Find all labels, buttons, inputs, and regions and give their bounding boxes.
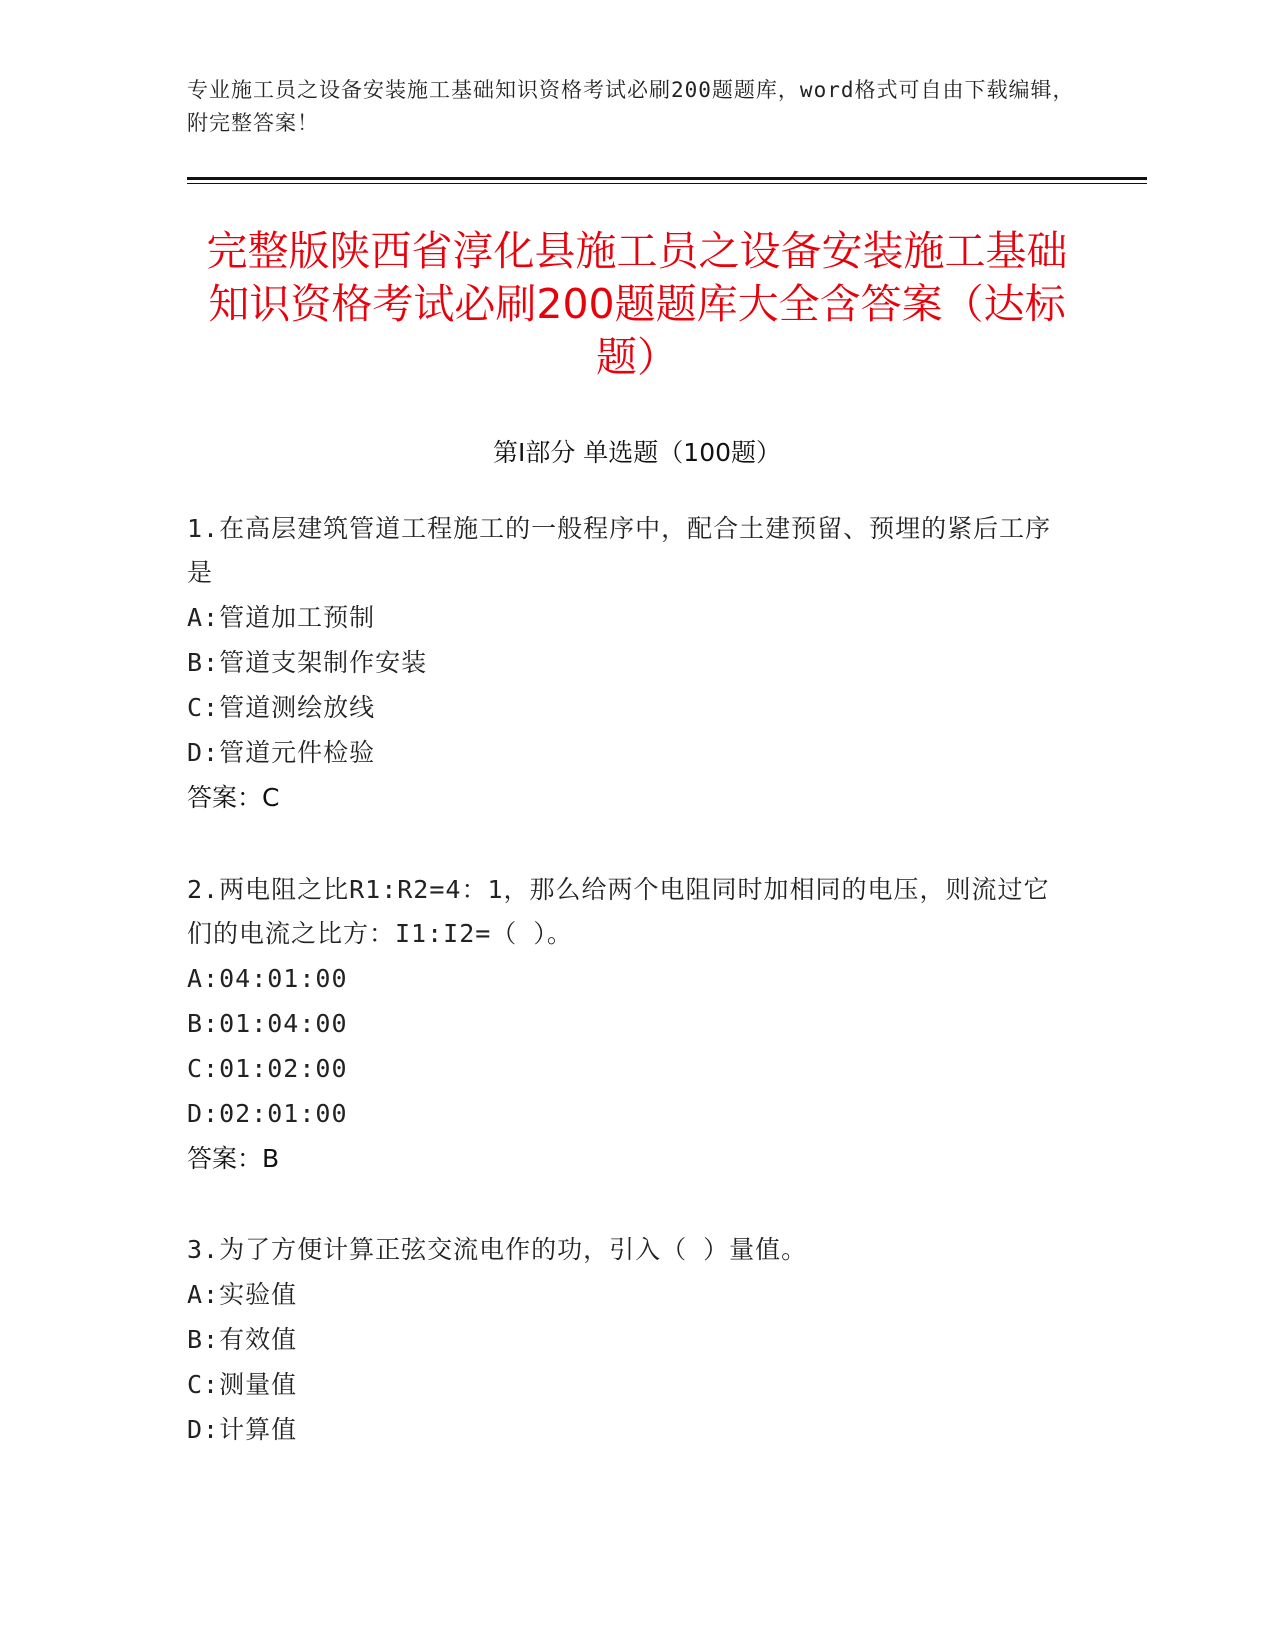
answer-label: 答案：C: [187, 783, 280, 812]
option-a: A:实验值: [187, 1280, 298, 1309]
header-divider-thin: [187, 183, 1147, 184]
question-stem: 3.为了方便计算正弦交流电作的功，引入（ ）量值。: [187, 1235, 808, 1264]
option-c: C:测量值: [187, 1370, 298, 1399]
header-note: 专业施工员之设备安装施工基础知识资格考试必刷200题题库，word格式可自由下载编辑，附完整答案！: [187, 78, 1075, 135]
option-c: C:管道测绘放线: [187, 693, 376, 722]
section-heading: 第Ⅰ部分 单选题（100题）: [492, 438, 782, 467]
question-3: [187, 1228, 1067, 1452]
option-d: D:02:01:00: [187, 1099, 348, 1128]
header-divider-thick: [187, 177, 1147, 180]
question-2: [187, 868, 1067, 1181]
option-b: B:01:04:00: [187, 1009, 348, 1038]
question-stem: 1.在高层建筑管道工程施工的一般程序中，配合土建预留、预埋的紧后工序是: [187, 514, 1052, 587]
document-title: 完整版陕西省淳化县施工员之设备安装施工基础知识资格考试必刷200题题库大全含答案（达标题）: [206, 227, 1068, 381]
option-b: B:有效值: [187, 1325, 298, 1354]
option-c: C:01:02:00: [187, 1054, 348, 1083]
answer-label: 答案：B: [187, 1144, 280, 1173]
option-d: D:计算值: [187, 1415, 298, 1444]
option-b: B:管道支架制作安装: [187, 648, 428, 677]
option-a: A:管道加工预制: [187, 603, 376, 632]
option-d: D:管道元件检验: [187, 738, 376, 767]
question-stem: 2.两电阻之比R1:R2=4：1，那么给两个电阻同时加相同的电压，则流过它们的电流之比方：I1:I2=（ ）。: [187, 875, 1050, 948]
option-a: A:04:01:00: [187, 964, 348, 993]
question-1: [187, 507, 1067, 820]
